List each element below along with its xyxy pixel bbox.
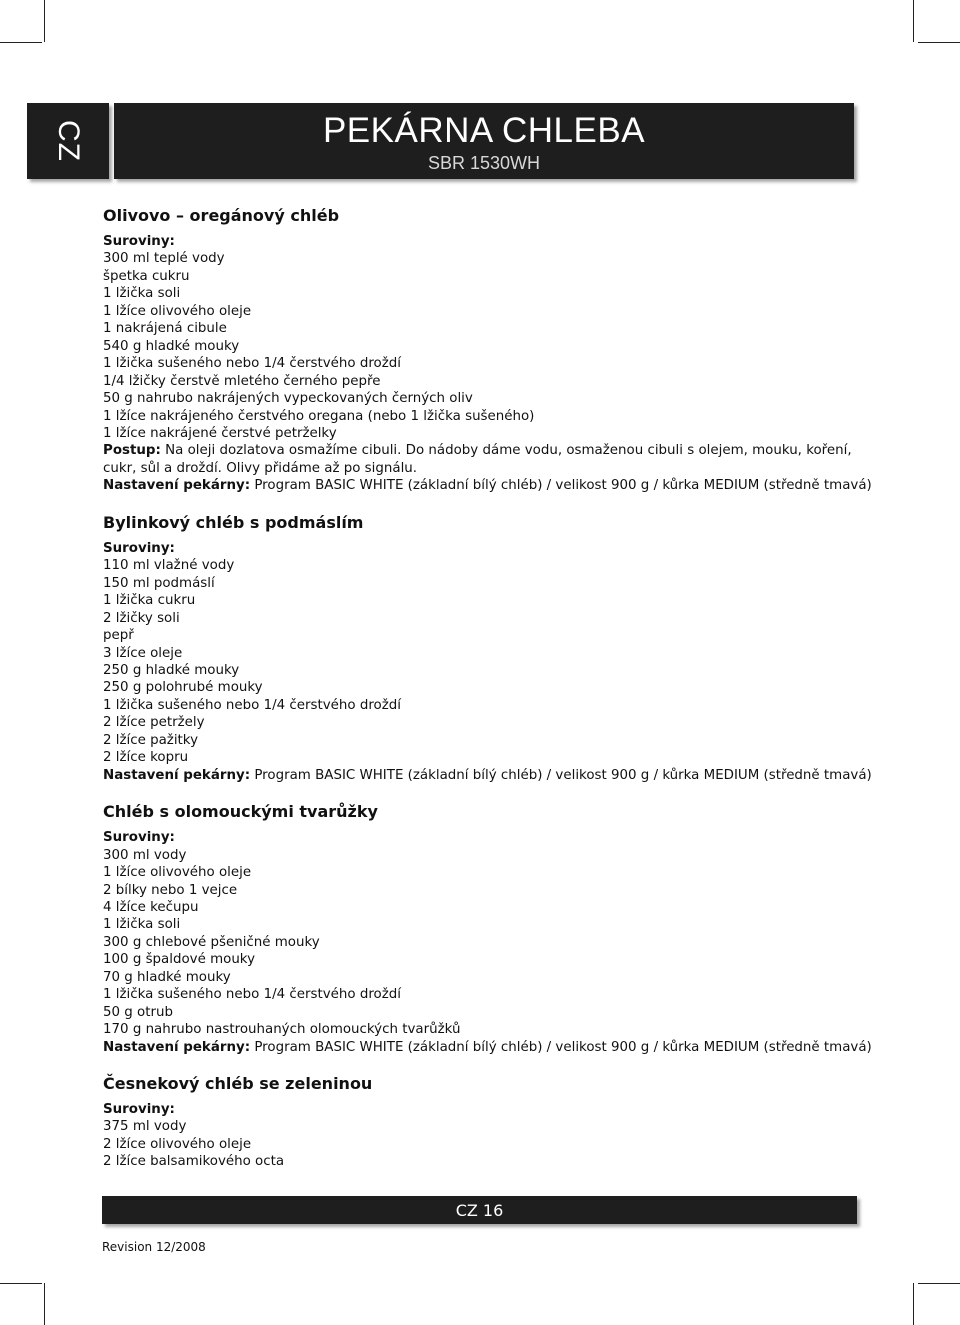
- ingredient-item: 300 ml teplé vody: [103, 251, 225, 267]
- procedure-label: Postup:: [103, 443, 161, 459]
- bakery-settings: [103, 767, 872, 784]
- settings-label: Nastavení pekárny:: [103, 1039, 251, 1055]
- ingredient-item: 2 lžíce balsamikového octa: [103, 1154, 285, 1170]
- recipe-section: [103, 801, 872, 1056]
- settings-label: Nastavení pekárny:: [103, 478, 251, 494]
- page-number: CZ 16: [455, 1201, 504, 1220]
- settings-label: Nastavení pekárny:: [103, 767, 251, 783]
- settings-value: Program BASIC WHITE (základní bílý chléb) / velikost 900 g / kůrka MEDIUM (středně tmavá): [254, 1039, 872, 1055]
- ingredient-item: 2 lžíce kopru: [103, 750, 189, 766]
- page-title: PEKÁRNA CHLEBA: [322, 111, 646, 150]
- procedure-text: [103, 442, 863, 477]
- crop-mark: [913, 1283, 914, 1325]
- procedure-body: Na oleji dozlatova osmažíme cibuli. Do nádoby dáme vodu, osmaženou cibuli s olejem, mouku, koření, cukr, sůl a droždí. Olivy přidáme až po signálu.: [103, 443, 852, 476]
- ingredients-label: Suroviny:: [103, 1102, 175, 1118]
- ingredient-item: 1 lžička sušeného nebo 1/4 čerstvého droždí: [103, 987, 401, 1003]
- bakery-settings: [103, 477, 872, 494]
- recipe-title: Chléb s olomouckými tvarůžky: [103, 802, 378, 822]
- ingredient-item: 1 lžička soli: [103, 917, 181, 933]
- crop-mark: [0, 1283, 42, 1284]
- ingredient-item: 540 g hladké mouky: [103, 338, 240, 354]
- crop-mark: [0, 42, 42, 43]
- ingredient-item: 1 lžíce nakrájené čerstvé petrželky: [103, 425, 337, 441]
- ingredient-item: 300 g chlebové pšeničné mouky: [103, 934, 320, 950]
- language-tab: [27, 103, 109, 179]
- settings-value: Program BASIC WHITE (základní bílý chléb) / velikost 900 g / kůrka MEDIUM (středně tmavá): [254, 478, 872, 494]
- recipe-title: Bylinkový chléb s podmáslím: [103, 512, 364, 532]
- recipe-section: [103, 1073, 863, 1171]
- ingredient-item: 2 lžíce olivového oleje: [103, 1136, 252, 1152]
- ingredient-item: 1 lžíce olivového oleje: [103, 303, 252, 319]
- ingredient-item: 1 lžíce nakrájeného čerstvého oregana (nebo 1 lžička sušeného): [103, 408, 535, 424]
- recipe-title: Česnekový chléb se zeleninou: [103, 1074, 373, 1094]
- ingredient-item: 2 lžičky soli: [103, 610, 180, 626]
- recipe-title: Olivovo – oregánový chléb: [103, 206, 340, 225]
- ingredient-item: 4 lžíce kečupu: [103, 899, 199, 915]
- page-footer: [102, 1196, 857, 1224]
- ingredient-item: 1 lžíce olivového oleje: [103, 865, 252, 881]
- language-code: CZ: [52, 120, 85, 162]
- page-header: [114, 103, 854, 179]
- ingredient-item: 100 g špaldové mouky: [103, 952, 256, 968]
- ingredients-label: Suroviny:: [103, 830, 175, 846]
- ingredient-item: 170 g nahrubo nastrouhaných olomouckých tvarůžků: [103, 1022, 461, 1038]
- ingredient-item: 2 lžíce petržely: [103, 715, 205, 731]
- ingredient-item: 375 ml vody: [103, 1119, 187, 1135]
- ingredient-item: 250 g polohrubé mouky: [103, 680, 263, 696]
- model-number: SBR 1530WH: [427, 153, 541, 173]
- crop-mark: [44, 1283, 45, 1325]
- recipe-content: [103, 205, 872, 1188]
- ingredient-item: 300 ml vody: [103, 847, 187, 863]
- ingredient-item: 150 ml podmáslí: [103, 575, 215, 591]
- ingredient-item: 1 lžička cukru: [103, 593, 196, 609]
- crop-mark: [913, 0, 914, 42]
- ingredient-item: 1 lžička sušeného nebo 1/4 čerstvého droždí: [103, 356, 401, 372]
- ingredient-item: 2 lžíce pažitky: [103, 732, 199, 748]
- ingredient-item: 250 g hladké mouky: [103, 662, 240, 678]
- crop-mark: [918, 42, 960, 43]
- recipe-section: [103, 205, 872, 495]
- ingredient-item: pepř: [103, 628, 134, 644]
- ingredient-item: 1 lžička soli: [103, 286, 181, 302]
- ingredient-item: 1/4 lžičky čerstvě mletého černého pepře: [103, 373, 381, 389]
- ingredients-label: Suroviny:: [103, 234, 175, 249]
- ingredient-item: 2 bílky nebo 1 vejce: [103, 882, 238, 898]
- ingredients-label: Suroviny:: [103, 540, 175, 556]
- ingredient-item: 70 g hladké mouky: [103, 969, 231, 985]
- ingredient-item: 110 ml vlažné vody: [103, 558, 235, 574]
- ingredient-item: 50 g otrub: [103, 1004, 173, 1020]
- recipe-section: [103, 512, 872, 784]
- ingredient-item: špetka cukru: [103, 268, 190, 284]
- settings-value: Program BASIC WHITE (základní bílý chléb) / velikost 900 g / kůrka MEDIUM (středně tmavá): [254, 767, 872, 783]
- ingredient-item: 1 lžička sušeného nebo 1/4 čerstvého droždí: [103, 697, 401, 713]
- ingredient-item: 50 g nahrubo nakrájených vypeckovaných černých oliv: [103, 391, 473, 407]
- crop-mark: [918, 1283, 960, 1284]
- bakery-settings: [103, 1039, 872, 1056]
- crop-mark: [44, 0, 45, 42]
- ingredient-item: 1 nakrájená cibule: [103, 321, 227, 337]
- revision-note: Revision 12/2008: [102, 1240, 206, 1254]
- ingredient-item: 3 lžíce oleje: [103, 645, 183, 661]
